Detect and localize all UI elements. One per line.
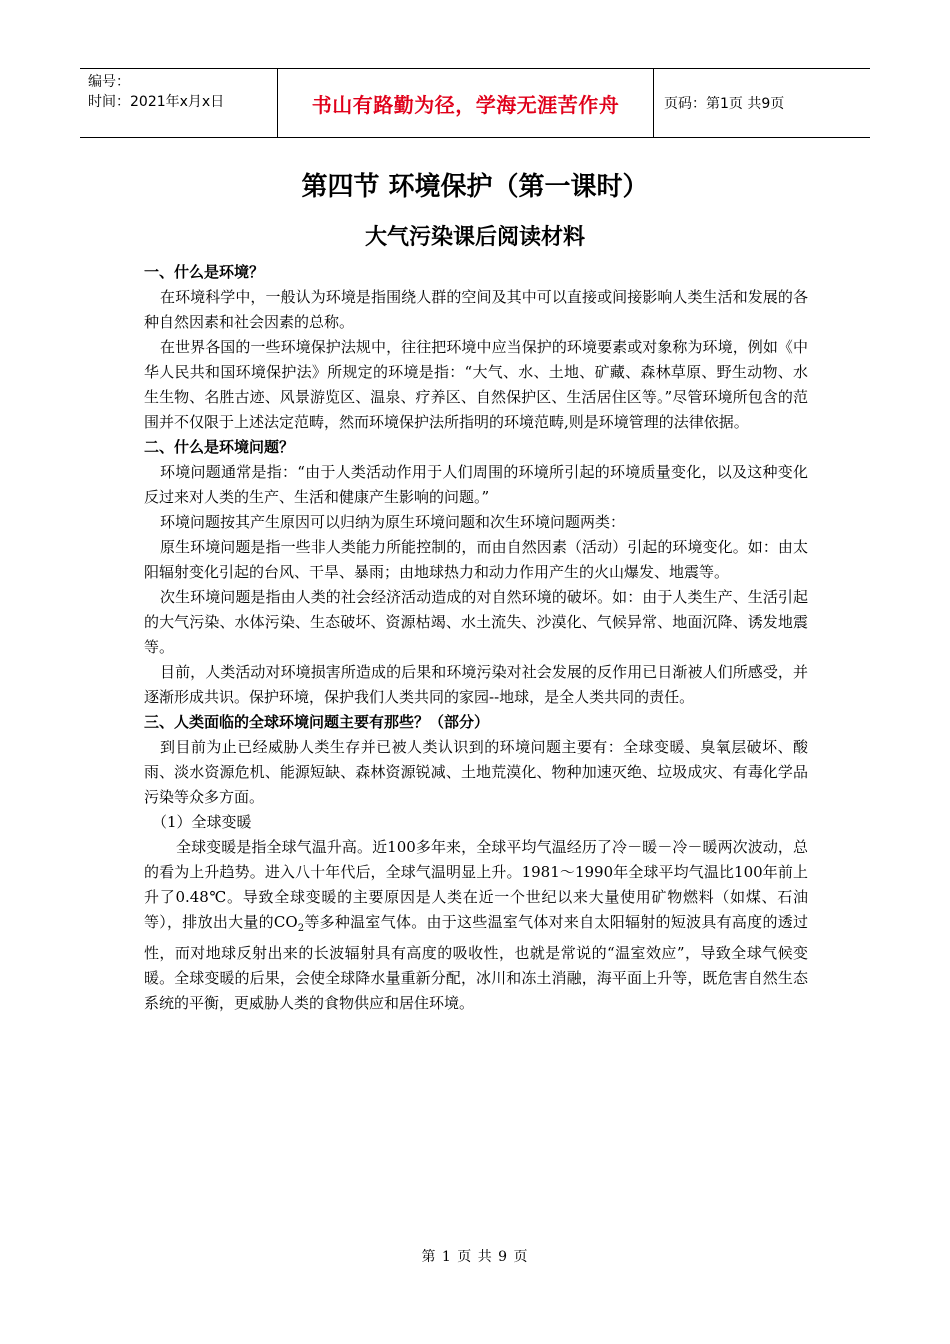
header-motto-cell bbox=[278, 69, 654, 137]
paragraph: 原生环境问题是指一些非人类能力所能控制的，而由自然因素（活动）引起的环境变化。如：由太阳辐射变化引起的台风、干旱、暴雨；由地球热力和动力作用产生的火山爆发、地震等。 bbox=[144, 538, 808, 581]
header-time: 时间：2021年x月x日 bbox=[88, 94, 225, 110]
page-footer: 第 1 页 共 9 页 bbox=[421, 1249, 529, 1265]
page-header bbox=[80, 68, 870, 138]
section-heading-3: 三、人类面临的全球环境问题主要有那些？（部分） bbox=[144, 713, 490, 731]
header-page-info: 页码：第1页 共9页 bbox=[664, 96, 785, 112]
paragraph: 到目前为止已经威胁人类生存并已被人类认识到的环境问题主要有：全球变暖、臭氧层破坏、酸雨、淡水资源危机、能源短缺、森林资源锐减、土地荒漠化、物种加速灭绝、垃圾成灾、有毒化学品污染等众多方面。 bbox=[144, 738, 808, 806]
document-body bbox=[144, 260, 808, 1016]
header-meta bbox=[80, 69, 278, 137]
paragraph: 环境问题通常是指：“由于人类活动作用于人们周围的环境所引起的环境质量变化，以及这种变化反过来对人类的生产、生活和健康产生影响的问题。” bbox=[144, 463, 808, 506]
paragraph: 在世界各国的一些环境保护法规中，往往把环境中应当保护的环境要素或对象称为环境，例如《中华人民共和国环境保护法》所规定的环境是指：“大气、水、土地、矿藏、森林草原、野生动物、水生生物、名胜古迹、风景游览区、温泉、疗养区、自然保护区、生活居住区等。”尽管环境所包含的范围并不仅限于上述法定范畴，然而环境保护法所指明的环境范畴,则是环境管理的法律依据。 bbox=[144, 338, 808, 431]
paragraph-part: 全球变暖是指全球气温升高。近100多年来，全球平均气温经历了冷－暖－冷－暖两次波动，总的看为上升趋势。进入八十年代后，全球气温明显上升。1981～1990年全球平均气温比100年前上升了0.48℃。导致全球变暖的主要原因是人类在近一个世纪以来大量使用矿物燃料（如煤、石油等），排放出大量的CO bbox=[144, 838, 808, 931]
header-number: 编号： bbox=[88, 74, 130, 90]
subsection-label: （1）全球变暖 bbox=[152, 813, 252, 831]
header-motto: 书山有路勤为径，学海无涯苦作舟 bbox=[311, 92, 620, 117]
paragraph: 在环境科学中，一般认为环境是指围绕人群的空间及其中可以直接或间接影响人类生活和发展的各种自然因素和社会因素的总称。 bbox=[144, 288, 808, 331]
paragraph-part: 等多种温室气体。由于这些温室气体对来自太阳辐射的短波具有高度的透过性，而对地球反射出来的长波辐射具有高度的吸收性，也就是常说的“温室效应”，导致全球气候变暖。全球变暖的后果，会使全球降水量重新分配，冰川和冻土消融，海平面上升等，既危害自然生态系统的平衡，更威胁人类的食物供应和居住环境。 bbox=[144, 913, 808, 1012]
section-heading-2: 二、什么是环境问题？ bbox=[144, 438, 295, 456]
paragraph: 目前，人类活动对环境损害所造成的后果和环境污染对社会发展的反作用已日渐被人们所感受，并逐渐形成共识。保护环境，保护我们人类共同的家园--地球，是全人类共同的责任。 bbox=[144, 663, 808, 706]
section-heading-1: 一、什么是环境？ bbox=[144, 263, 265, 281]
page-subtitle: 大气污染课后阅读材料 bbox=[364, 225, 585, 250]
paragraph: 环境问题按其产生原因可以归纳为原生环境问题和次生环境问题两类： bbox=[160, 513, 626, 531]
paragraph-global-warming bbox=[144, 835, 808, 1016]
paragraph: 次生环境问题是指由人类的社会经济活动造成的对自然环境的破坏。如：由于人类生产、生活引起的大气污染、水体污染、生态破坏、资源枯竭、水土流失、沙漠化、气候异常、地面沉降、诱发地震等。 bbox=[144, 588, 808, 656]
page-title: 第四节 环境保护（第一课时） bbox=[301, 172, 649, 202]
subscript-2: 2 bbox=[297, 923, 305, 934]
